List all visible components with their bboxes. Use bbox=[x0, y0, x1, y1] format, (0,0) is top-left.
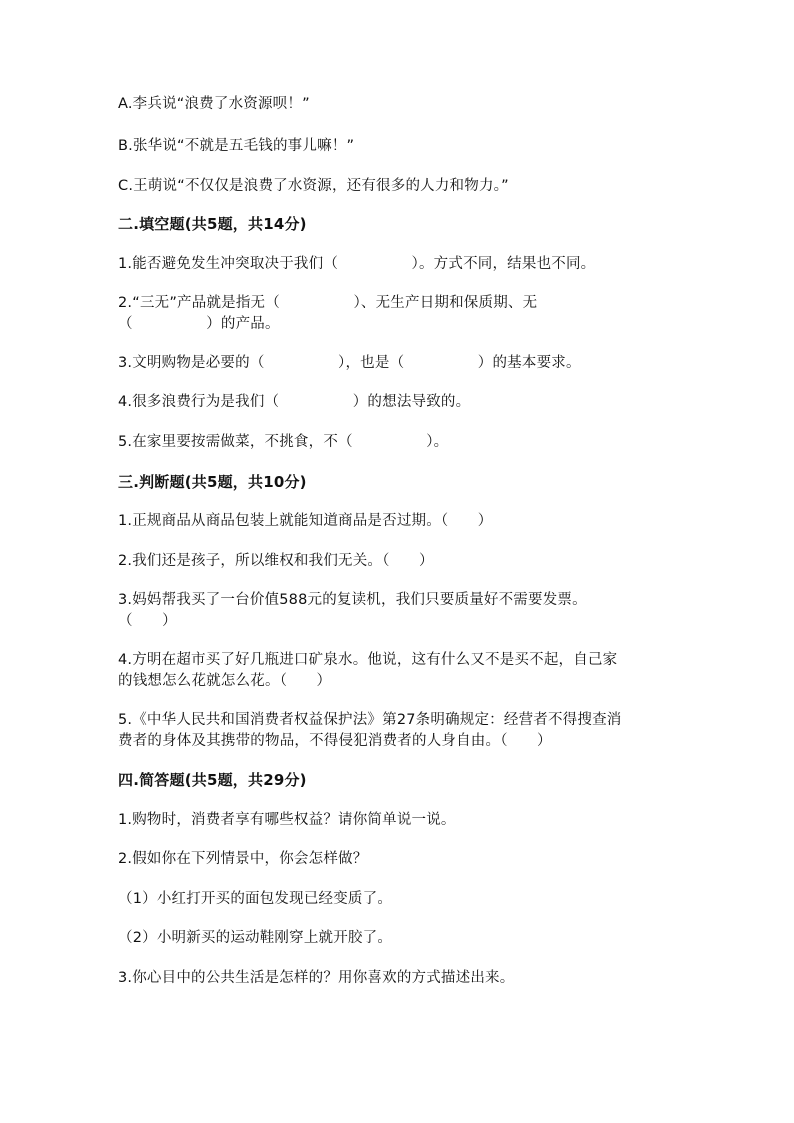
short-question-2: 2.假如你在下列情景中，你会怎样做？ bbox=[118, 851, 368, 867]
judge-question-5-line2: 费者的身体及其携带的物品，不得侵犯消费者的人身自由。（ ） bbox=[118, 733, 552, 749]
judge-question-3-line2: （ ） bbox=[118, 613, 177, 629]
short-question-2-sub1: （1）小红打开买的面包发现已经变质了。 bbox=[118, 891, 393, 907]
judge-question-1: 1.正规商品从商品包装上就能知道商品是否过期。（ ） bbox=[118, 513, 493, 529]
fill-question-2-line2: （ ）的产品。 bbox=[118, 316, 280, 332]
section3-heading: 三.判断题(共5题，共10分) bbox=[118, 473, 307, 491]
fill-question-4: 4.很多浪费行为是我们（ ）的想法导致的。 bbox=[118, 394, 471, 410]
short-question-1: 1.购物时，消费者享有哪些权益？请你简单说一说。 bbox=[118, 812, 456, 828]
judge-question-4-line2: 的钱想怎么花就怎么花。（ ） bbox=[118, 673, 332, 689]
section4-heading: 四.简答题(共5题，共29分) bbox=[118, 771, 307, 789]
fill-question-3: 3.文明购物是必要的（ ），也是（ ）的基本要求。 bbox=[118, 355, 581, 371]
option-c: C.王萌说“不仅仅是浪费了水资源，还有很多的人力和物力。” bbox=[118, 178, 509, 194]
fill-question-2-line1: 2.“三无”产品就是指无（ ）、无生产日期和保质期、无 bbox=[118, 295, 538, 311]
fill-question-5: 5.在家里要按需做菜，不挑食，不（ ）。 bbox=[118, 434, 449, 450]
option-a: A.李兵说“浪费了水资源呗！” bbox=[118, 96, 310, 112]
section2-heading: 二.填空题(共5题，共14分) bbox=[118, 215, 307, 233]
judge-question-3-line1: 3.妈妈帮我买了一台价值588元的复读机，我们只要质量好不需要发票。 bbox=[118, 592, 587, 608]
short-question-2-sub2: （2）小明新买的运动鞋刚穿上就开胶了。 bbox=[118, 930, 393, 946]
short-question-3: 3.你心目中的公共生活是怎样的？用你喜欢的方式描述出来。 bbox=[118, 970, 515, 986]
option-b: B.张华说“不就是五毛钱的事儿嘛！” bbox=[118, 138, 355, 154]
judge-question-2: 2.我们还是孩子，所以维权和我们无关。（ ） bbox=[118, 553, 434, 569]
judge-question-5-line1: 5.《中华人民共和国消费者权益保护法》第27条明确规定：经营者不得搜查消 bbox=[118, 712, 622, 728]
judge-question-4-line1: 4.方明在超市买了好几瓶进口矿泉水。他说，这有什么又不是买不起，自己家 bbox=[118, 652, 618, 668]
fill-question-1: 1.能否避免发生冲突取决于我们（ ）。方式不同，结果也不同。 bbox=[118, 256, 596, 272]
